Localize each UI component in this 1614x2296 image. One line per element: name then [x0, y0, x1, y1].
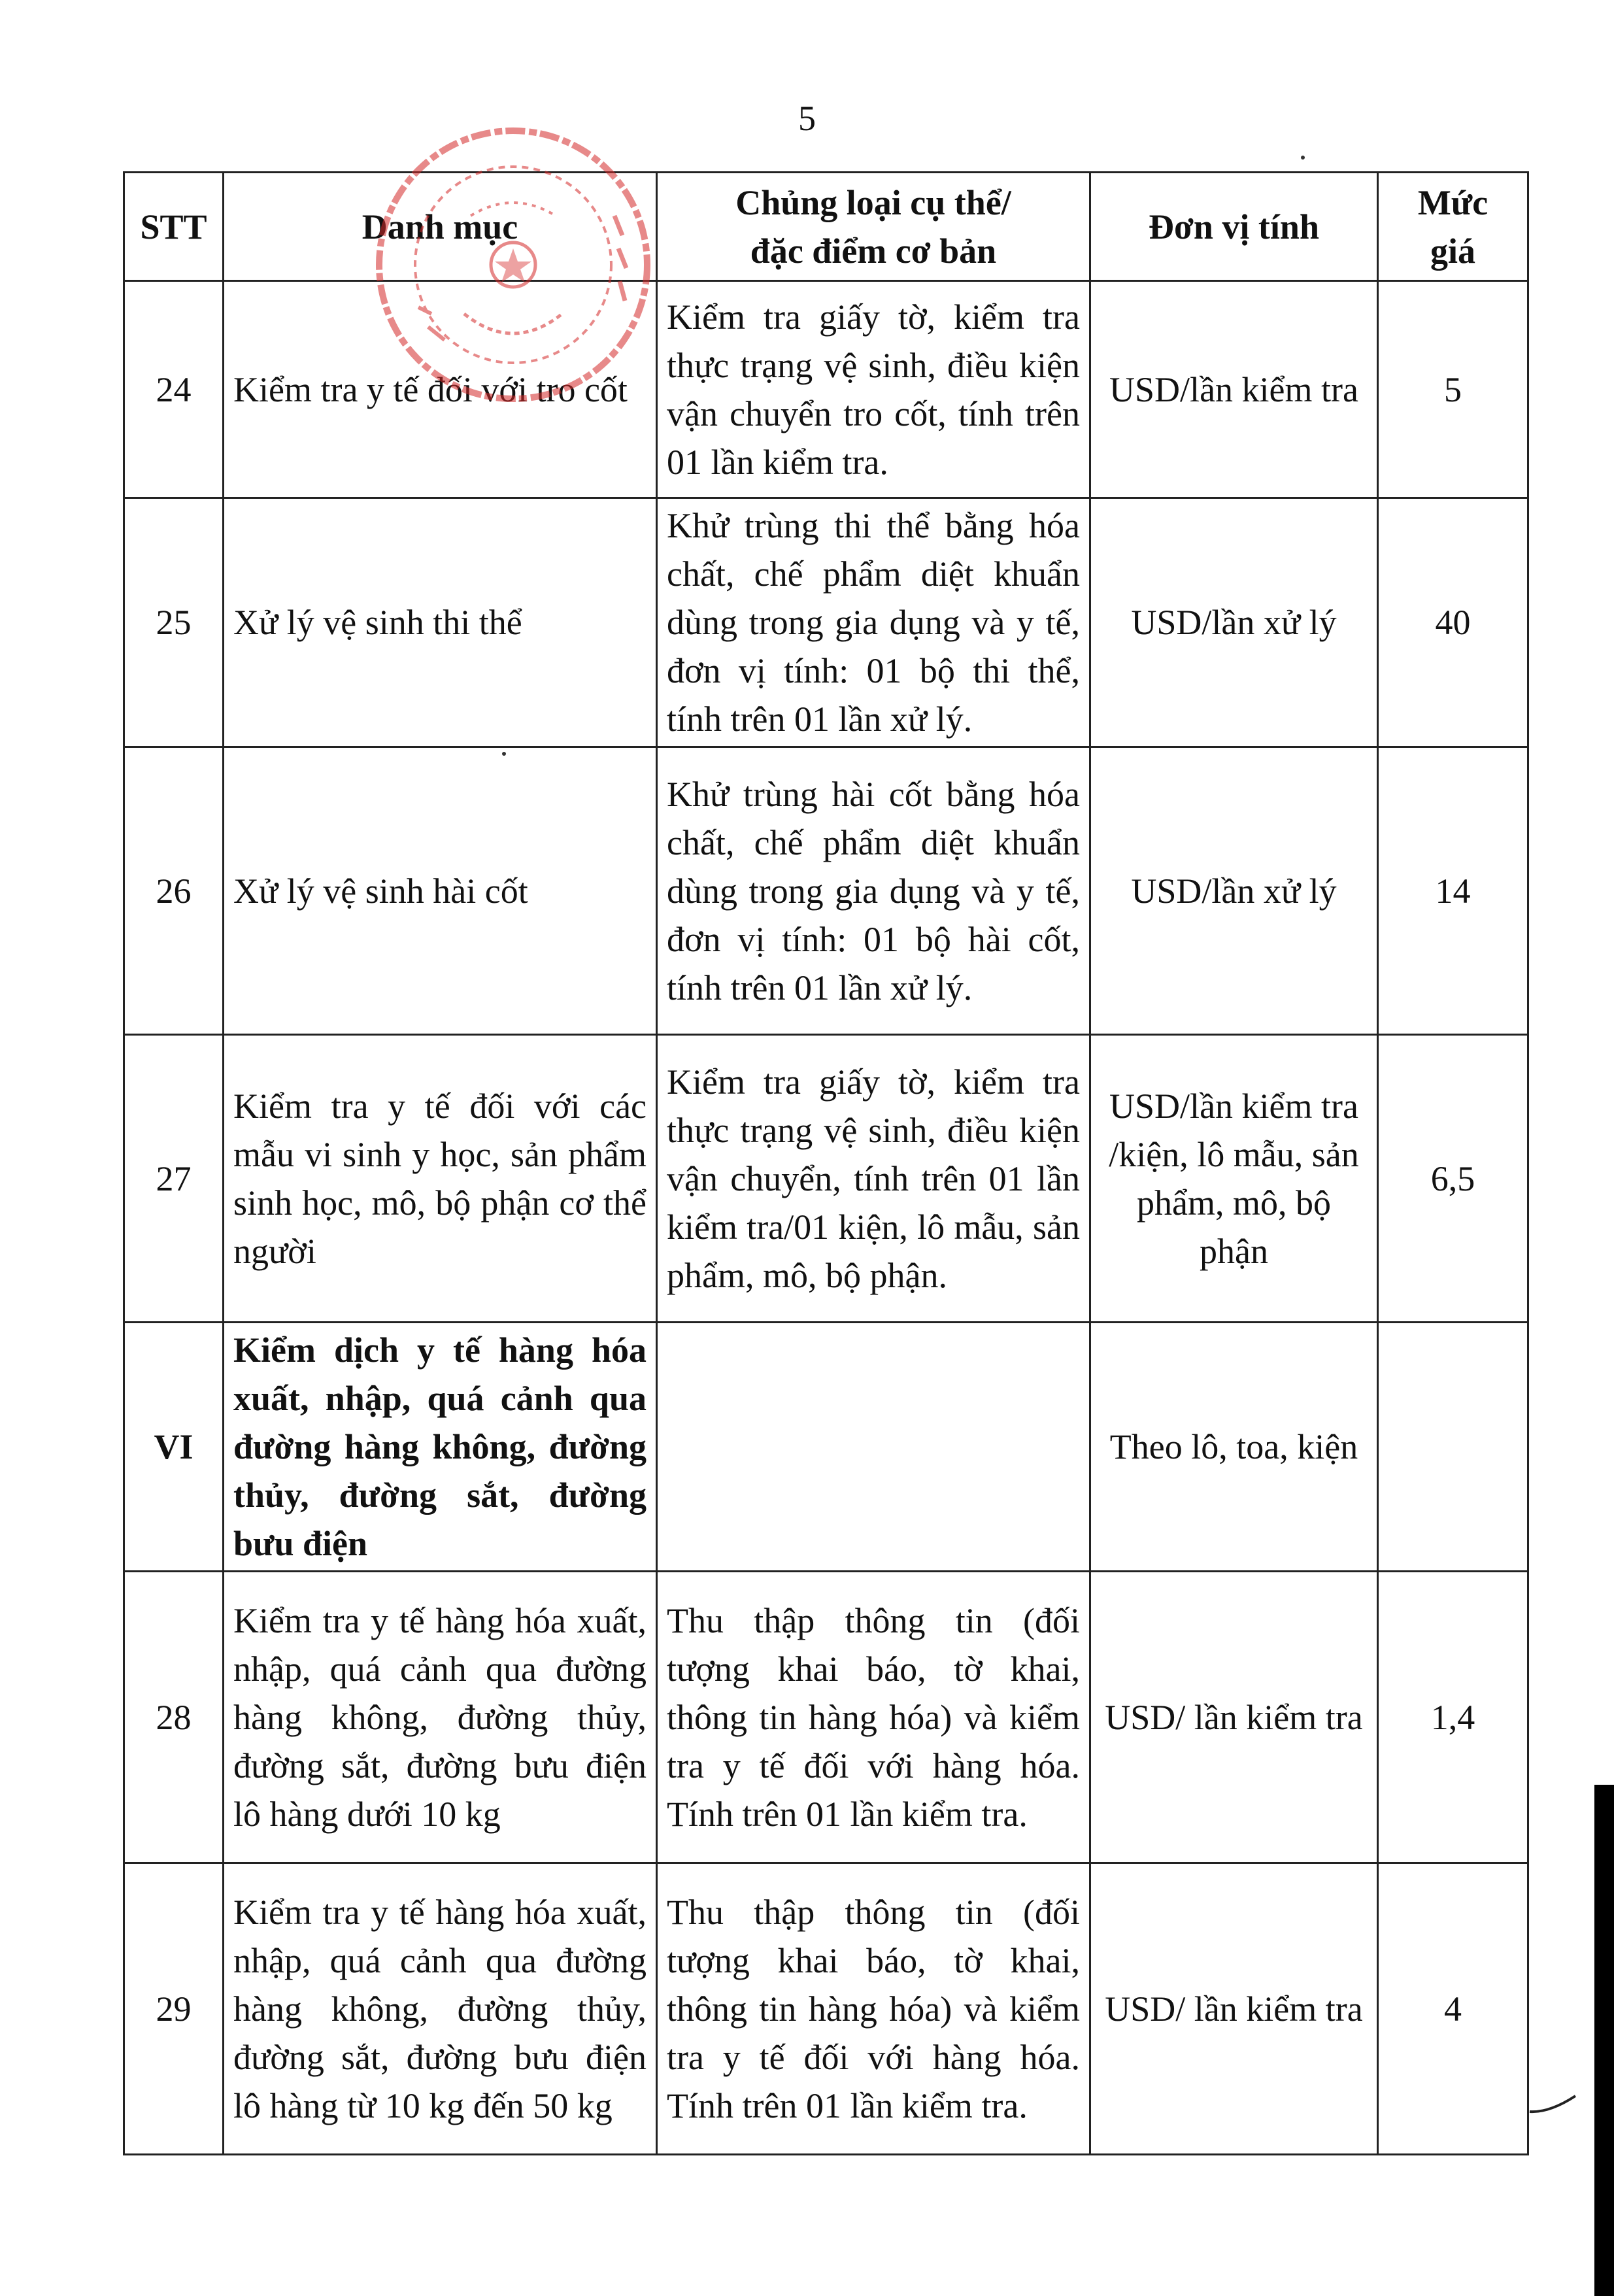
header-desc-line2: đặc điểm cơ bản	[750, 231, 997, 271]
row-unit: USD/ lần kiểm tra	[1090, 1572, 1378, 1863]
table-row	[124, 747, 1528, 1035]
section-row	[124, 1323, 1528, 1572]
table-row	[124, 281, 1528, 498]
table-row	[124, 498, 1528, 747]
table-row	[124, 1863, 1528, 2155]
row-price: 4	[1378, 1863, 1528, 2155]
row-unit: USD/ lần kiểm tra	[1090, 1863, 1378, 2155]
scan-speck	[1301, 156, 1305, 160]
row-name: Kiểm tra y tế đối với tro cốt	[224, 281, 657, 498]
section-stt: VI	[124, 1323, 224, 1572]
scan-edge-mark	[1594, 1785, 1614, 2296]
row-name: Xử lý vệ sinh thi thể	[224, 498, 657, 747]
header-unit: Đơn vị tính	[1090, 173, 1378, 281]
row-stt: 25	[124, 498, 224, 747]
row-unit: USD/lần kiểm tra /kiện, lô mẫu, sản phẩm, mô, bộ phận	[1090, 1035, 1378, 1323]
row-price: 14	[1378, 747, 1528, 1035]
header-desc	[657, 173, 1090, 281]
row-desc: Thu thập thông tin (đối tượng khai báo, tờ khai, thông tin hàng hóa) và kiểm tra y tế đối với hàng hóa. Tính trên 01 lần kiểm tra.	[657, 1572, 1090, 1863]
row-desc: Thu thập thông tin (đối tượng khai báo, tờ khai, thông tin hàng hóa) và kiểm tra y tế đối với hàng hóa. Tính trên 01 lần kiểm tra.	[657, 1863, 1090, 2155]
header-name: Danh mục	[224, 173, 657, 281]
row-desc: Kiểm tra giấy tờ, kiểm tra thực trạng vệ sinh, điều kiện vận chuyển tro cốt, tính trên 01 lần kiểm tra.	[657, 281, 1090, 498]
header-stt: STT	[124, 173, 224, 281]
row-name: Kiểm tra y tế hàng hóa xuất, nhập, quá cảnh qua đường hàng không, đường thủy, đường sắt, đường bưu điện lô hàng dưới 10 kg	[224, 1572, 657, 1863]
pen-stroke-mark	[1523, 2092, 1582, 2118]
row-stt: 27	[124, 1035, 224, 1323]
header-price-line1: Mức	[1417, 182, 1488, 222]
header-price	[1378, 173, 1528, 281]
table-row	[124, 1572, 1528, 1863]
scan-speck	[502, 752, 506, 756]
section-unit: Theo lô, toa, kiện	[1090, 1323, 1378, 1572]
price-table	[123, 171, 1529, 2155]
row-stt: 29	[124, 1863, 224, 2155]
row-unit: USD/lần xử lý	[1090, 498, 1378, 747]
section-desc	[657, 1323, 1090, 1572]
row-desc: Kiểm tra giấy tờ, kiểm tra thực trạng vệ sinh, điều kiện vận chuyển, tính trên 01 lần kiểm tra/01 kiện, lô mẫu, sản phẩm, mô, bộ phận.	[657, 1035, 1090, 1323]
row-unit: USD/lần xử lý	[1090, 747, 1378, 1035]
row-stt: 26	[124, 747, 224, 1035]
header-desc-line1: Chủng loại cụ thể/	[735, 182, 1011, 222]
section-price	[1378, 1323, 1528, 1572]
row-name: Kiểm tra y tế hàng hóa xuất, nhập, quá cảnh qua đường hàng không, đường thủy, đường sắt, đường bưu điện lô hàng từ 10 kg đến 50 kg	[224, 1863, 657, 2155]
row-desc: Khử trùng thi thể bằng hóa chất, chế phẩm diệt khuẩn dùng trong gia dụng và y tế, đơn vị tính: 01 bộ thi thể, tính trên 01 lần xử lý.	[657, 498, 1090, 747]
header-price-line2: giá	[1430, 231, 1475, 271]
row-price: 1,4	[1378, 1572, 1528, 1863]
row-desc: Khử trùng hài cốt bằng hóa chất, chế phẩm diệt khuẩn dùng trong gia dụng và y tế, đơn vị tính: 01 bộ hài cốt, tính trên 01 lần xử lý.	[657, 747, 1090, 1035]
row-name: Kiểm tra y tế đối với các mẫu vi sinh y học, sản phẩm sinh học, mô, bộ phận cơ thể người	[224, 1035, 657, 1323]
row-price: 6,5	[1378, 1035, 1528, 1323]
table-row	[124, 1035, 1528, 1323]
row-price: 40	[1378, 498, 1528, 747]
row-stt: 28	[124, 1572, 224, 1863]
row-name: Xử lý vệ sinh hài cốt	[224, 747, 657, 1035]
row-stt: 24	[124, 281, 224, 498]
header-row	[124, 173, 1528, 281]
section-name: Kiểm dịch y tế hàng hóa xuất, nhập, quá cảnh qua đường hàng không, đường thủy, đường sắt, đường bưu điện	[224, 1323, 657, 1572]
row-price: 5	[1378, 281, 1528, 498]
row-unit: USD/lần kiểm tra	[1090, 281, 1378, 498]
page-number: 5	[798, 99, 816, 138]
